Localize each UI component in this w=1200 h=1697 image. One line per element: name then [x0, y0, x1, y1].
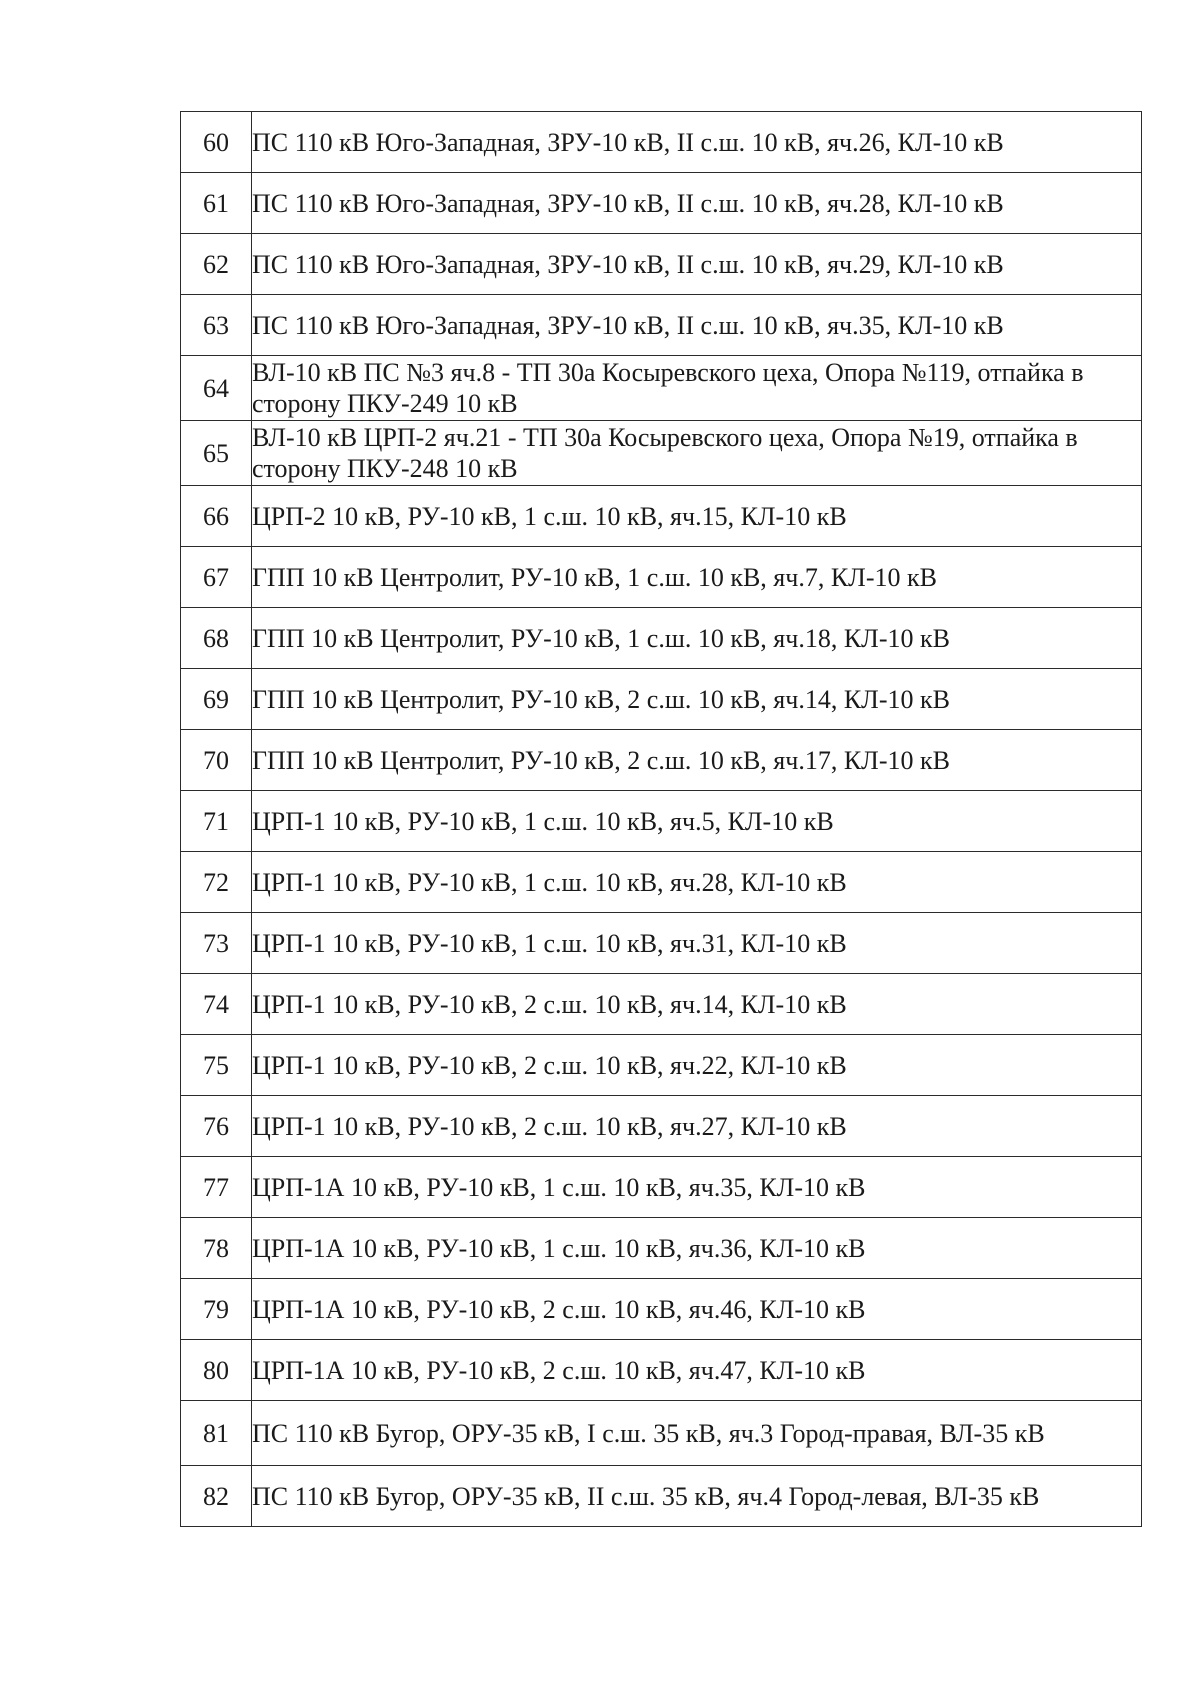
- row-description: ПС 110 кВ Юго-Западная, ЗРУ-10 кВ, II с.ш. 10 кВ, яч.28, КЛ-10 кВ: [252, 173, 1142, 234]
- table-row: [181, 1466, 1142, 1527]
- row-number: 60: [181, 112, 252, 173]
- row-description: ГПП 10 кВ Центролит, РУ-10 кВ, 1 с.ш. 10 кВ, яч.7, КЛ-10 кВ: [252, 547, 1142, 608]
- table-row: [181, 1401, 1142, 1466]
- row-description: ПС 110 кВ Бугор, ОРУ-35 кВ, I с.ш. 35 кВ, яч.3 Город-правая, ВЛ-35 кВ: [252, 1401, 1142, 1466]
- table-row: [181, 1157, 1142, 1218]
- row-description: ЦРП-1 10 кВ, РУ-10 кВ, 1 с.ш. 10 кВ, яч.5, КЛ-10 кВ: [252, 791, 1142, 852]
- table-row: [181, 234, 1142, 295]
- row-description: ПС 110 кВ Юго-Западная, ЗРУ-10 кВ, II с.ш. 10 кВ, яч.26, КЛ-10 кВ: [252, 112, 1142, 173]
- row-number: 73: [181, 913, 252, 974]
- table-row: [181, 852, 1142, 913]
- row-number: 61: [181, 173, 252, 234]
- table-row: [181, 421, 1142, 486]
- row-description: ЦРП-1 10 кВ, РУ-10 кВ, 2 с.ш. 10 кВ, яч.22, КЛ-10 кВ: [252, 1035, 1142, 1096]
- row-number: 72: [181, 852, 252, 913]
- row-number: 62: [181, 234, 252, 295]
- table-row: [181, 486, 1142, 547]
- row-number: 78: [181, 1218, 252, 1279]
- row-number: 81: [181, 1401, 252, 1466]
- row-description: ВЛ-10 кВ ПС №3 яч.8 - ТП 30а Косыревского цеха, Опора №119, отпайка в сторону ПКУ-249 10 кВ: [252, 356, 1142, 421]
- row-description: ЦРП-2 10 кВ, РУ-10 кВ, 1 с.ш. 10 кВ, яч.15, КЛ-10 кВ: [252, 486, 1142, 547]
- table-row: [181, 547, 1142, 608]
- row-number: 80: [181, 1340, 252, 1401]
- row-description: ПС 110 кВ Юго-Западная, ЗРУ-10 кВ, II с.ш. 10 кВ, яч.29, КЛ-10 кВ: [252, 234, 1142, 295]
- row-description: ГПП 10 кВ Центролит, РУ-10 кВ, 1 с.ш. 10 кВ, яч.18, КЛ-10 кВ: [252, 608, 1142, 669]
- row-number: 71: [181, 791, 252, 852]
- row-number: 63: [181, 295, 252, 356]
- row-description: ЦРП-1 10 кВ, РУ-10 кВ, 2 с.ш. 10 кВ, яч.14, КЛ-10 кВ: [252, 974, 1142, 1035]
- table-row: [181, 1279, 1142, 1340]
- row-number: 79: [181, 1279, 252, 1340]
- row-description: ЦРП-1А 10 кВ, РУ-10 кВ, 1 с.ш. 10 кВ, яч.35, КЛ-10 кВ: [252, 1157, 1142, 1218]
- row-description: ПС 110 кВ Бугор, ОРУ-35 кВ, II с.ш. 35 кВ, яч.4 Город-левая, ВЛ-35 кВ: [252, 1466, 1142, 1527]
- object-list-table: [180, 111, 1142, 1527]
- row-number: 65: [181, 421, 252, 486]
- row-number: 68: [181, 608, 252, 669]
- table-row: [181, 295, 1142, 356]
- table-row: [181, 112, 1142, 173]
- row-number: 77: [181, 1157, 252, 1218]
- table-row: [181, 173, 1142, 234]
- table-row: [181, 791, 1142, 852]
- table-row: [181, 1218, 1142, 1279]
- row-description: ЦРП-1 10 кВ, РУ-10 кВ, 1 с.ш. 10 кВ, яч.31, КЛ-10 кВ: [252, 913, 1142, 974]
- row-number: 74: [181, 974, 252, 1035]
- table-row: [181, 913, 1142, 974]
- row-number: 75: [181, 1035, 252, 1096]
- row-number: 82: [181, 1466, 252, 1527]
- table-row: [181, 608, 1142, 669]
- table-row: [181, 1096, 1142, 1157]
- row-number: 70: [181, 730, 252, 791]
- row-number: 69: [181, 669, 252, 730]
- table-row: [181, 1340, 1142, 1401]
- row-number: 64: [181, 356, 252, 421]
- row-description: ВЛ-10 кВ ЦРП-2 яч.21 - ТП 30а Косыревского цеха, Опора №19, отпайка в сторону ПКУ-248 10 кВ: [252, 421, 1142, 486]
- table-row: [181, 356, 1142, 421]
- row-description: ГПП 10 кВ Центролит, РУ-10 кВ, 2 с.ш. 10 кВ, яч.14, КЛ-10 кВ: [252, 669, 1142, 730]
- row-number: 67: [181, 547, 252, 608]
- table-row: [181, 730, 1142, 791]
- table-row: [181, 1035, 1142, 1096]
- row-description: ЦРП-1А 10 кВ, РУ-10 кВ, 2 с.ш. 10 кВ, яч.46, КЛ-10 кВ: [252, 1279, 1142, 1340]
- row-description: ЦРП-1А 10 кВ, РУ-10 кВ, 1 с.ш. 10 кВ, яч.36, КЛ-10 кВ: [252, 1218, 1142, 1279]
- row-description: ЦРП-1 10 кВ, РУ-10 кВ, 1 с.ш. 10 кВ, яч.28, КЛ-10 кВ: [252, 852, 1142, 913]
- table-row: [181, 669, 1142, 730]
- row-description: ЦРП-1А 10 кВ, РУ-10 кВ, 2 с.ш. 10 кВ, яч.47, КЛ-10 кВ: [252, 1340, 1142, 1401]
- row-number: 66: [181, 486, 252, 547]
- row-description: ЦРП-1 10 кВ, РУ-10 кВ, 2 с.ш. 10 кВ, яч.27, КЛ-10 кВ: [252, 1096, 1142, 1157]
- row-number: 76: [181, 1096, 252, 1157]
- row-description: ПС 110 кВ Юго-Западная, ЗРУ-10 кВ, II с.ш. 10 кВ, яч.35, КЛ-10 кВ: [252, 295, 1142, 356]
- row-description: ГПП 10 кВ Центролит, РУ-10 кВ, 2 с.ш. 10 кВ, яч.17, КЛ-10 кВ: [252, 730, 1142, 791]
- table-row: [181, 974, 1142, 1035]
